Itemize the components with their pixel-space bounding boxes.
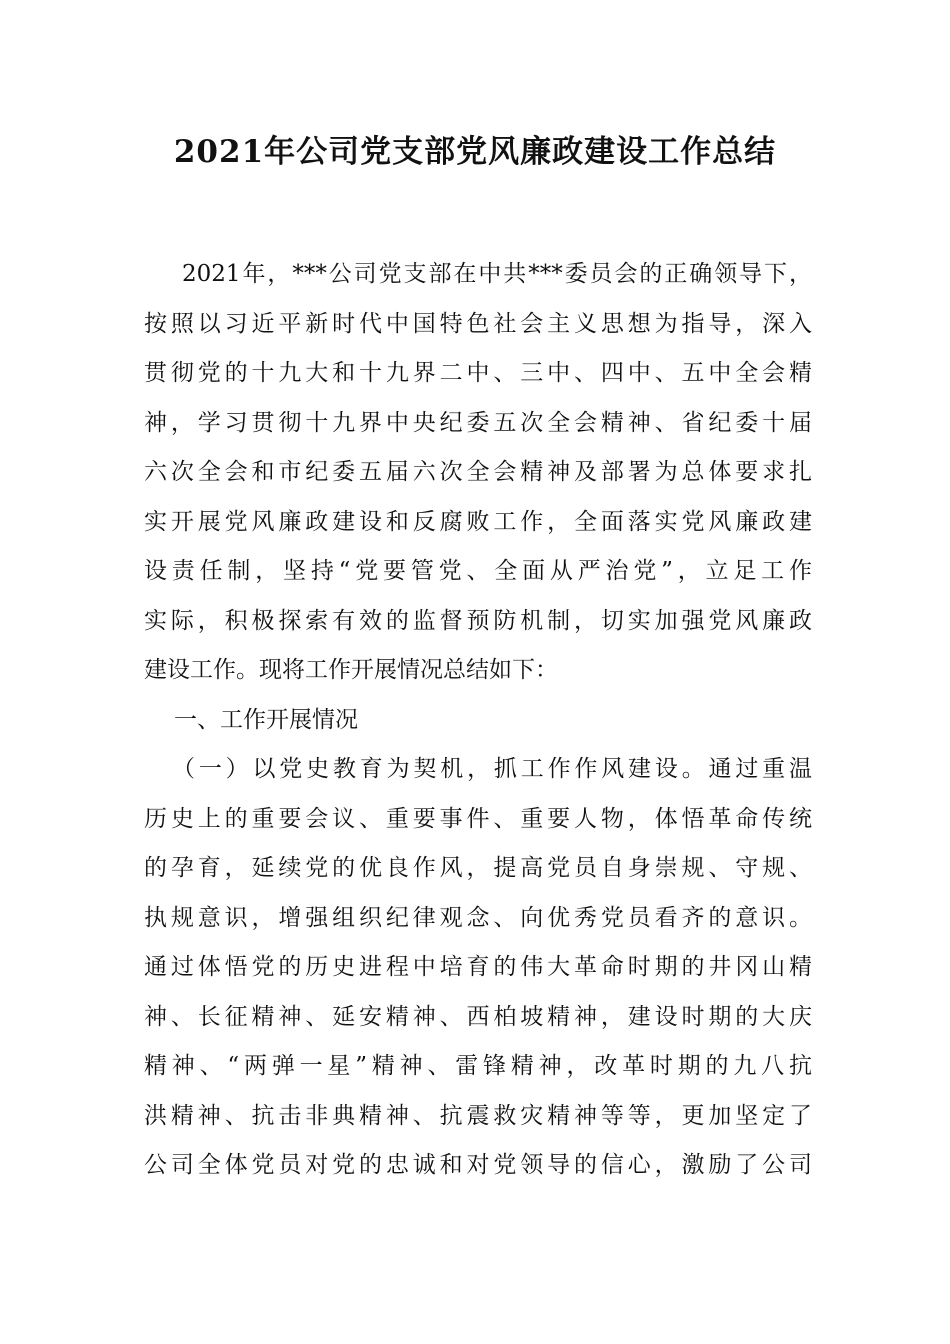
paragraph-line-16: 神、长征精神、延安精神、西柏坡精神，建设时期的大庆: [144, 1003, 812, 1030]
paragraph-line-19: 公司全体党员对党的忠诚和对党领导的信心，激励了公司: [144, 1152, 812, 1178]
paragraph-line-18: 洪精神、抗击非典精神、抗震救灾精神等等，更加坚定了: [144, 1102, 812, 1129]
paragraph-line-7: 设责任制，坚持“党要管党、全面从严治党”，立足工作: [144, 558, 812, 584]
paragraph-line-4: 神，学习贯彻十九界中央纪委五次全会精神、省纪委十届: [144, 409, 812, 436]
paragraph-line-9: 建设工作。现将工作开展情况总结如下：: [144, 657, 558, 683]
paragraph-line-8: 实际，积极探索有效的监督预防机制，切实加强党风廉政: [144, 607, 812, 634]
paragraph-line-12: 历史上的重要会议、重要事件、重要人物，体悟革命传统: [144, 805, 812, 832]
paragraph-line-11: （一）以党史教育为契机，抓工作作风建设。通过重温: [172, 756, 812, 782]
paragraph-line-13: 的孕育，延续党的优良作风，提高党员自身崇规、守规、: [144, 855, 812, 881]
paragraph-line-5: 六次全会和市纪委五届六次全会精神及部署为总体要求扎: [144, 459, 812, 485]
document-title: 2021年公司党支部党风廉政建设工作总结: [173, 134, 777, 170]
document-body: [144, 250, 812, 1191]
paragraph-line-2: 按照以习近平新时代中国特色社会主义思想为指导，深入: [144, 310, 812, 337]
paragraph-line-15: 通过体悟党的历史进程中培育的伟大革命时期的井冈山精: [144, 954, 812, 980]
paragraph-line-6: 实开展党风廉政建设和反腐败工作，全面落实党风廉政建: [144, 508, 812, 535]
paragraph-line-1: 2021年，***公司党支部在中共***委员会的正确领导下，: [182, 261, 812, 287]
paragraph-line-3: 贯彻党的十九大和十九界二中、三中、四中、五中全会精: [144, 360, 812, 386]
paragraph-line-17: 精神、“两弹一星”精神、雷锋精神，改革时期的九八抗: [144, 1053, 812, 1079]
section-heading: 一、工作开展情况: [174, 706, 358, 733]
paragraph-line-14: 执规意识，增强组织纪律观念、向优秀党员看齐的意识。: [144, 904, 812, 931]
